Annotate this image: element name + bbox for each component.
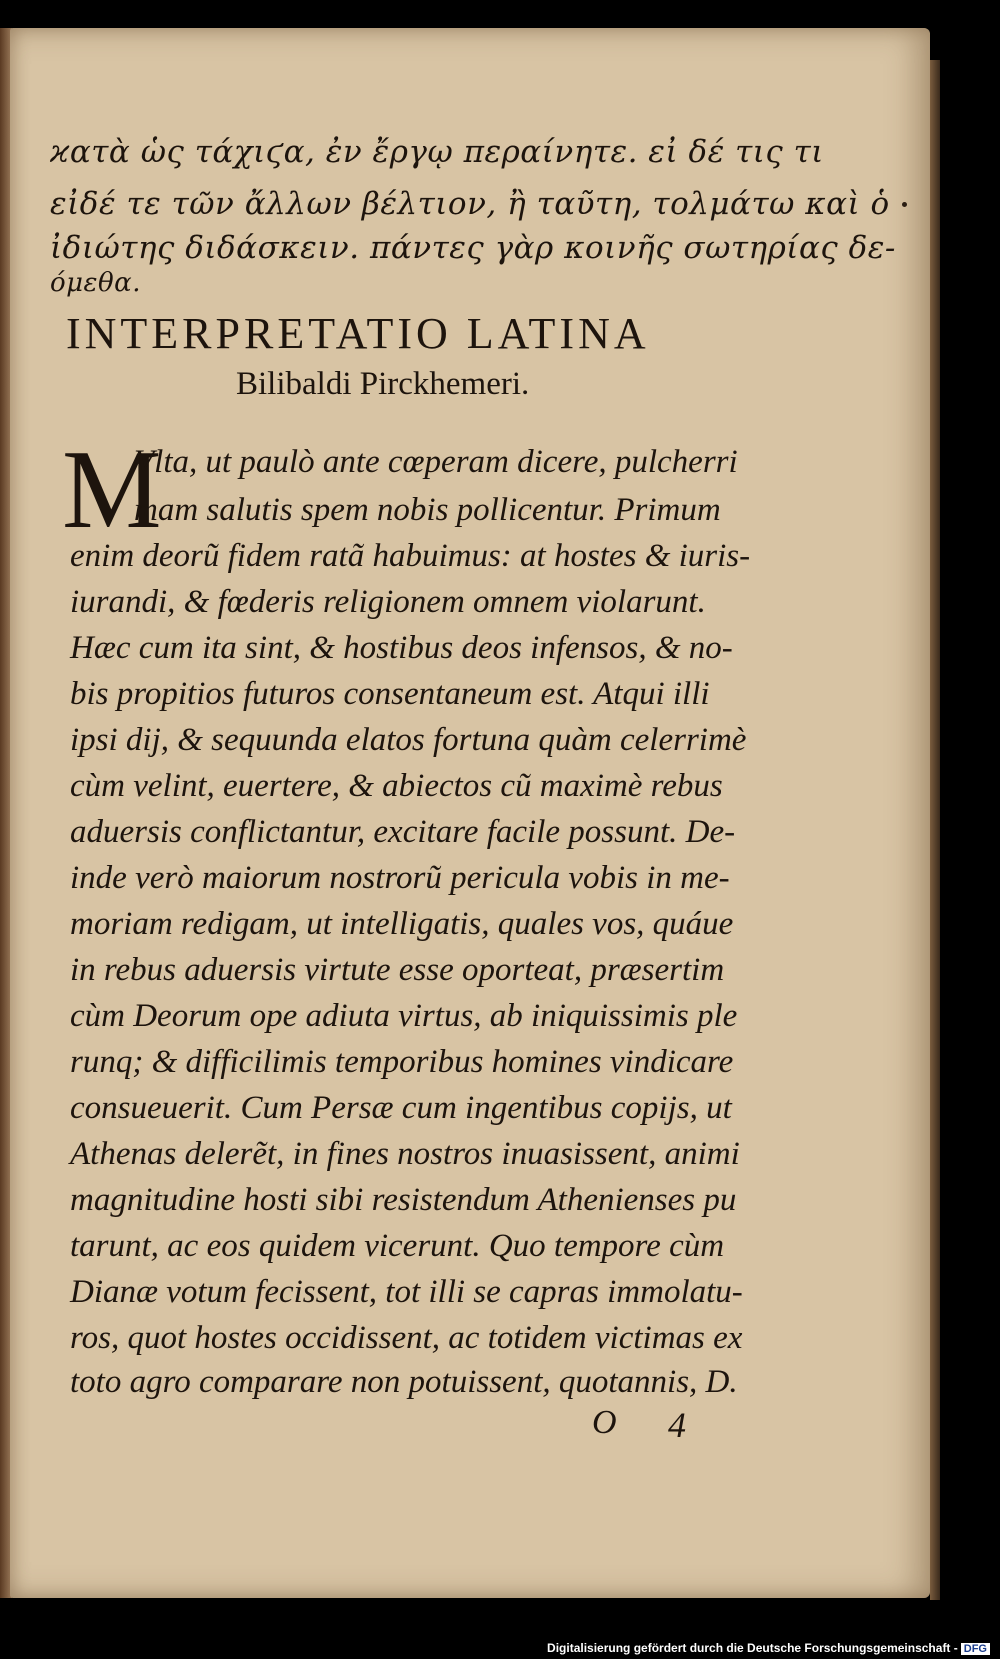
latin-line: moriam redigam, ut intelligatis, quales vos, quáue: [70, 906, 734, 942]
latin-line: bis propitios futuros consentaneum est. Atqui illi: [70, 676, 710, 712]
page-number: 4: [668, 1405, 686, 1445]
margin-mark: [902, 202, 907, 207]
latin-line: consueuerit. Cum Persæ cum ingentibus copijs, ut: [70, 1090, 732, 1126]
latin-line: mam salutis spem nobis pollicentur. Primum: [134, 492, 721, 528]
latin-line: cùm velint, euertere, & abiectos cũ maximè rebus: [70, 768, 723, 804]
latin-line: toto agro comparare non potuissent, quotannis, D.: [70, 1364, 738, 1400]
greek-line: όμεθα.: [50, 268, 141, 298]
latin-line: Hæc cum ita sint, & hostibus deos infensos, & no-: [70, 630, 733, 666]
latin-line: Dianæ votum fecissent, tot illi se capras immolatu-: [70, 1274, 743, 1310]
greek-line: εἰδέ τε τῶν ἄλλων βέλτιον, ἢ ταῦτη, τολμάτω καὶ ὁ: [50, 186, 890, 222]
greek-line: ϰατὰ ὡς τάχιϛα, ἐν ἔργῳ περαίνητε. εἰ δέ τις τι: [50, 134, 824, 170]
latin-line: Vlta, ut paulò ante cœperam dicere, pulcherri: [134, 444, 738, 480]
signature-mark: O: [592, 1404, 617, 1441]
latin-line: enim deorũ fidem ratã habuimus: at hostes & iuris-: [70, 538, 751, 574]
latin-line: inde verò maiorum nostrorũ pericula vobis in me-: [70, 860, 730, 896]
author-subheading: Bilibaldi Pirckhemeri.: [236, 366, 530, 402]
greek-line: ἰδιώτης διδάσκειν. πάντες γὰρ κοινῆς σωτηρίας δε-: [50, 230, 896, 266]
digitization-footer: [547, 1641, 990, 1655]
page-edge: [930, 60, 940, 1600]
dfg-logo: DFG: [961, 1643, 990, 1655]
section-heading: INTERPRETATIO LATINA: [66, 309, 650, 358]
latin-line: Athenas delerẽt, in fines nostros inuasissent, animi: [70, 1136, 740, 1172]
latin-line: iurandi, & fœderis religionem omnem violarunt.: [70, 584, 706, 620]
latin-line: in rebus aduersis virtute esse oporteat, præsertim: [70, 952, 725, 988]
latin-line: runq; & difficilimis temporibus homines vindicare: [70, 1044, 734, 1080]
latin-line: aduersis conflictantur, excitare facile possunt. De-: [70, 814, 736, 850]
latin-line: magnitudine hosti sibi resistendum Athenienses pu: [70, 1182, 737, 1218]
latin-line: tarunt, ac eos quidem vicerunt. Quo tempore cùm: [70, 1228, 725, 1264]
latin-line: ipsi dij, & sequunda elatos fortuna quàm celerrimè: [70, 722, 747, 758]
latin-line: ros, quot hostes occidissent, ac totidem victimas ex: [70, 1320, 743, 1356]
footer-text: Digitalisierung gefördert durch die Deutsche Forschungsgemeinschaft -: [547, 1641, 958, 1655]
latin-line: cùm Deorum ope adiuta virtus, ab iniquissimis ple: [70, 998, 738, 1034]
drop-cap: M: [62, 428, 162, 552]
